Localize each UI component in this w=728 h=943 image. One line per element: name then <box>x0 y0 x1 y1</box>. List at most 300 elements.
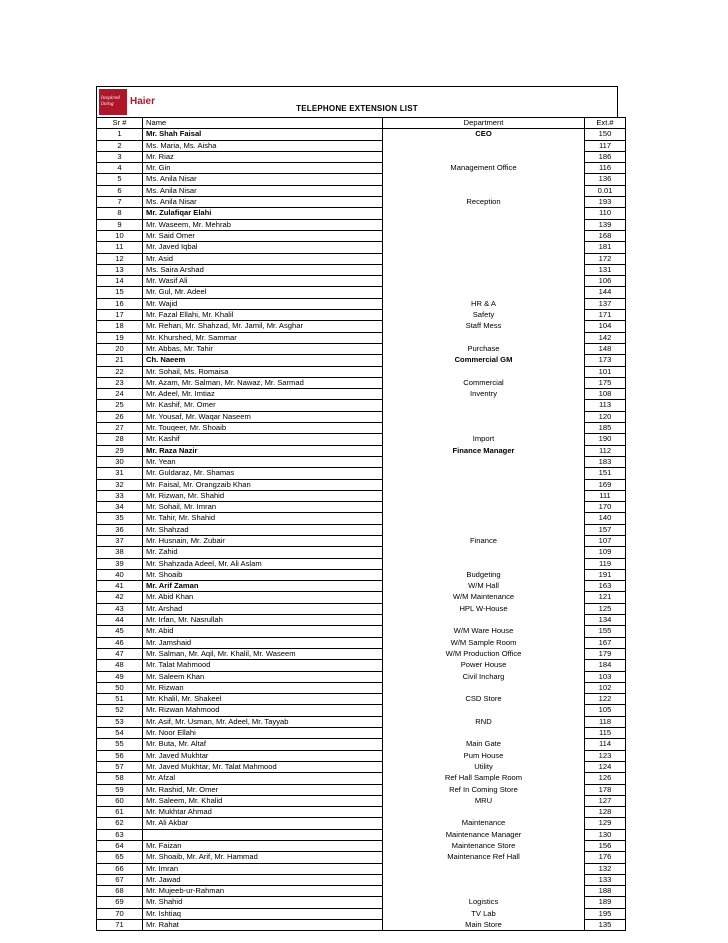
table-row <box>97 219 626 230</box>
cell-department: TV Lab <box>383 908 585 919</box>
cell-ext: 172 <box>585 253 626 264</box>
cell-ext: 129 <box>585 818 626 829</box>
cell-department: HPL W-House <box>383 603 585 614</box>
cell-name: Mr. Jawad <box>143 874 383 885</box>
table-row <box>97 389 626 400</box>
cell-department <box>383 513 585 524</box>
cell-department <box>383 705 585 716</box>
table-row <box>97 841 626 852</box>
col-header-department: Department <box>383 118 585 129</box>
cell-name: Mr. Noor Ellahi <box>143 728 383 739</box>
cell-ext: 103 <box>585 671 626 682</box>
table-row <box>97 366 626 377</box>
cell-ext: 139 <box>585 219 626 230</box>
cell-ext: 191 <box>585 569 626 580</box>
cell-sr: 20 <box>97 343 143 354</box>
cell-sr: 42 <box>97 592 143 603</box>
cell-ext: 105 <box>585 705 626 716</box>
cell-sr: 57 <box>97 761 143 772</box>
cell-sr: 71 <box>97 920 143 931</box>
cell-name: Mr. Shahid <box>143 897 383 908</box>
table-row <box>97 581 626 592</box>
cell-sr: 29 <box>97 445 143 456</box>
cell-name: Mr. Javed Mukhtar, Mr. Talat Mahmood <box>143 761 383 772</box>
cell-ext: 111 <box>585 490 626 501</box>
table-row <box>97 874 626 885</box>
cell-department <box>383 682 585 693</box>
table-row <box>97 332 626 343</box>
cell-sr: 7 <box>97 197 143 208</box>
cell-department: Management Office <box>383 163 585 174</box>
cell-sr: 47 <box>97 648 143 659</box>
cell-name: Mr. Kashif, Mr. Omer <box>143 400 383 411</box>
cell-ext: 156 <box>585 841 626 852</box>
table-row <box>97 400 626 411</box>
table-row <box>97 795 626 806</box>
cell-name: Mr. Adeel, Mr. Imtiaz <box>143 389 383 400</box>
table-row <box>97 456 626 467</box>
cell-ext: 125 <box>585 603 626 614</box>
cell-ext: 127 <box>585 795 626 806</box>
cell-department <box>383 174 585 185</box>
table-row <box>97 863 626 874</box>
cell-name: Mr. Rizwan, Mr. Shahid <box>143 490 383 501</box>
table-row <box>97 524 626 535</box>
cell-name: Ch. Naeem <box>143 355 383 366</box>
table-row <box>97 423 626 434</box>
cell-ext: 186 <box>585 151 626 162</box>
cell-ext: 101 <box>585 366 626 377</box>
cell-department <box>383 863 585 874</box>
cell-ext: 189 <box>585 897 626 908</box>
cell-department: Main Gate <box>383 739 585 750</box>
cell-department <box>383 874 585 885</box>
cell-department <box>383 208 585 219</box>
document-title: TELEPHONE EXTENSION LIST <box>296 104 418 113</box>
cell-name: Mr. Javed Mukhtar <box>143 750 383 761</box>
cell-department: Budgeting <box>383 569 585 580</box>
cell-ext: 121 <box>585 592 626 603</box>
cell-sr: 10 <box>97 230 143 241</box>
cell-department <box>383 411 585 422</box>
cell-ext: 157 <box>585 524 626 535</box>
cell-department: MRU <box>383 795 585 806</box>
cell-ext: 173 <box>585 355 626 366</box>
table-row <box>97 547 626 558</box>
cell-department: Power House <box>383 660 585 671</box>
cell-name: Mr. Guldaraz, Mr. Shamas <box>143 468 383 479</box>
cell-department <box>383 400 585 411</box>
cell-sr: 3 <box>97 151 143 162</box>
cell-department: Maintenance <box>383 818 585 829</box>
cell-sr: 28 <box>97 434 143 445</box>
cell-sr: 16 <box>97 298 143 309</box>
cell-name: Mr. Yean <box>143 456 383 467</box>
cell-ext: 168 <box>585 230 626 241</box>
cell-department: Inventry <box>383 389 585 400</box>
cell-department <box>383 366 585 377</box>
extension-list-sheet <box>96 86 618 931</box>
cell-name <box>143 829 383 840</box>
cell-sr: 38 <box>97 547 143 558</box>
table-row <box>97 626 626 637</box>
cell-name: Mr. Raza Nazir <box>143 445 383 456</box>
cell-name: Mr. Shahzada Adeel, Mr. Ali Aslam <box>143 558 383 569</box>
cell-name: Mr. Arshad <box>143 603 383 614</box>
table-row <box>97 784 626 795</box>
cell-ext: 137 <box>585 298 626 309</box>
cell-department: Ref Hall Sample Room <box>383 773 585 784</box>
table-row <box>97 197 626 208</box>
table-row <box>97 886 626 897</box>
cell-department <box>383 253 585 264</box>
cell-name: Mr. Javed Iqbal <box>143 242 383 253</box>
cell-sr: 18 <box>97 321 143 332</box>
cell-sr: 66 <box>97 863 143 874</box>
table-row <box>97 264 626 275</box>
cell-department <box>383 264 585 275</box>
cell-ext: 126 <box>585 773 626 784</box>
cell-sr: 12 <box>97 253 143 264</box>
cell-sr: 58 <box>97 773 143 784</box>
cell-name: Mr. Tahir, Mr. Shahid <box>143 513 383 524</box>
cell-ext: 108 <box>585 389 626 400</box>
cell-name: Mr. Rashid, Mr. Omer <box>143 784 383 795</box>
extension-table <box>96 117 626 931</box>
cell-name: Mr. Sohail, Mr. Imran <box>143 502 383 513</box>
table-row <box>97 208 626 219</box>
cell-ext: 102 <box>585 682 626 693</box>
cell-sr: 54 <box>97 728 143 739</box>
cell-ext: 110 <box>585 208 626 219</box>
cell-name: Mr. Jamshaid <box>143 637 383 648</box>
cell-name: Mr. Waseem, Mr. Mehrab <box>143 219 383 230</box>
logo-tagline: Inspired living <box>99 89 127 115</box>
cell-department <box>383 547 585 558</box>
table-row <box>97 592 626 603</box>
cell-department <box>383 807 585 818</box>
table-row <box>97 343 626 354</box>
cell-ext: 142 <box>585 332 626 343</box>
table-row <box>97 434 626 445</box>
cell-department: Commercial <box>383 377 585 388</box>
cell-department: Finance Manager <box>383 445 585 456</box>
table-row <box>97 513 626 524</box>
cell-sr: 35 <box>97 513 143 524</box>
cell-ext: 176 <box>585 852 626 863</box>
cell-ext: 135 <box>585 920 626 931</box>
cell-name: Mr. Ishtiaq <box>143 908 383 919</box>
cell-ext: 148 <box>585 343 626 354</box>
cell-name: Ms. Anila Nisar <box>143 185 383 196</box>
cell-ext: 190 <box>585 434 626 445</box>
cell-name: Mr. Kashif <box>143 434 383 445</box>
cell-department: W/M Hall <box>383 581 585 592</box>
cell-ext: 193 <box>585 197 626 208</box>
cell-name: Mr. Talat Mahmood <box>143 660 383 671</box>
cell-sr: 8 <box>97 208 143 219</box>
table-row <box>97 230 626 241</box>
cell-ext: 114 <box>585 739 626 750</box>
table-row <box>97 682 626 693</box>
cell-department <box>383 490 585 501</box>
cell-ext: 185 <box>585 423 626 434</box>
table-row <box>97 253 626 264</box>
cell-ext: 155 <box>585 626 626 637</box>
cell-sr: 30 <box>97 456 143 467</box>
cell-name: Mr. Gin <box>143 163 383 174</box>
cell-department <box>383 276 585 287</box>
cell-name: Mr. Rehan, Mr. Shahzad, Mr. Jamil, Mr. Asghar <box>143 321 383 332</box>
cell-sr: 49 <box>97 671 143 682</box>
table-row <box>97 603 626 614</box>
cell-department <box>383 242 585 253</box>
cell-name: Mr. Shoaib, Mr. Arif, Mr. Hammad <box>143 852 383 863</box>
cell-name: Ms. Anila Nisar <box>143 197 383 208</box>
cell-ext: 128 <box>585 807 626 818</box>
cell-department <box>383 151 585 162</box>
cell-sr: 4 <box>97 163 143 174</box>
table-row <box>97 479 626 490</box>
cell-ext: 112 <box>585 445 626 456</box>
cell-ext: 151 <box>585 468 626 479</box>
cell-department <box>383 728 585 739</box>
cell-sr: 68 <box>97 886 143 897</box>
cell-department: CEO <box>383 129 585 140</box>
table-row <box>97 773 626 784</box>
cell-department <box>383 287 585 298</box>
cell-name: Mr. Riaz <box>143 151 383 162</box>
cell-sr: 39 <box>97 558 143 569</box>
cell-ext: 178 <box>585 784 626 795</box>
cell-name: Mr. Faizan <box>143 841 383 852</box>
cell-name: Mr. Shoaib <box>143 569 383 580</box>
cell-department: W/M Ware House <box>383 626 585 637</box>
cell-ext: 195 <box>585 908 626 919</box>
cell-name: Mr. Shahzad <box>143 524 383 535</box>
cell-sr: 59 <box>97 784 143 795</box>
table-row <box>97 411 626 422</box>
cell-sr: 27 <box>97 423 143 434</box>
cell-sr: 43 <box>97 603 143 614</box>
table-row <box>97 151 626 162</box>
cell-sr: 63 <box>97 829 143 840</box>
cell-ext: 0.01 <box>585 185 626 196</box>
cell-sr: 40 <box>97 569 143 580</box>
cell-department: CSD Store <box>383 694 585 705</box>
table-row <box>97 174 626 185</box>
table-row <box>97 287 626 298</box>
cell-department <box>383 886 585 897</box>
cell-name: Mr. Wajid <box>143 298 383 309</box>
cell-ext: 171 <box>585 310 626 321</box>
cell-sr: 14 <box>97 276 143 287</box>
cell-name: Mr. Khurshed, Mr. Sammar <box>143 332 383 343</box>
cell-sr: 67 <box>97 874 143 885</box>
cell-department <box>383 615 585 626</box>
table-row <box>97 276 626 287</box>
cell-department <box>383 423 585 434</box>
table-row <box>97 502 626 513</box>
table-row <box>97 321 626 332</box>
table-row <box>97 761 626 772</box>
cell-ext: 140 <box>585 513 626 524</box>
table-row <box>97 242 626 253</box>
cell-department <box>383 219 585 230</box>
table-row <box>97 468 626 479</box>
cell-name: Mr. Said Omer <box>143 230 383 241</box>
cell-ext: 115 <box>585 728 626 739</box>
cell-name: Mr. Shah Faisal <box>143 129 383 140</box>
table-row <box>97 694 626 705</box>
cell-name: Mr. Abid Khan <box>143 592 383 603</box>
cell-sr: 22 <box>97 366 143 377</box>
cell-ext: 117 <box>585 140 626 151</box>
cell-name: Mr. Saleem, Mr. Khalid <box>143 795 383 806</box>
table-row <box>97 558 626 569</box>
cell-sr: 44 <box>97 615 143 626</box>
table-row <box>97 897 626 908</box>
cell-department: Maintenance Store <box>383 841 585 852</box>
cell-department: Reception <box>383 197 585 208</box>
table-row <box>97 535 626 546</box>
cell-sr: 53 <box>97 716 143 727</box>
cell-name: Mr. Wasif Ali <box>143 276 383 287</box>
table-row <box>97 648 626 659</box>
cell-name: Mr. Salman, Mr. Aqil, Mr. Khalil, Mr. Waseem <box>143 648 383 659</box>
table-row <box>97 637 626 648</box>
table-row <box>97 807 626 818</box>
cell-department: W/M Maintenance <box>383 592 585 603</box>
cell-sr: 70 <box>97 908 143 919</box>
cell-name: Mr. Ali Akbar <box>143 818 383 829</box>
table-row <box>97 705 626 716</box>
cell-name: Mr. Afzal <box>143 773 383 784</box>
table-row <box>97 671 626 682</box>
col-header-name: Name <box>143 118 383 129</box>
cell-name: Mr. Fazal Ellahi, Mr. Khalil <box>143 310 383 321</box>
cell-sr: 13 <box>97 264 143 275</box>
table-row <box>97 852 626 863</box>
cell-name: Mr. Abid <box>143 626 383 637</box>
table-row <box>97 615 626 626</box>
cell-sr: 32 <box>97 479 143 490</box>
cell-sr: 11 <box>97 242 143 253</box>
cell-name: Ms. Anila Nisar <box>143 174 383 185</box>
table-row <box>97 920 626 931</box>
cell-sr: 17 <box>97 310 143 321</box>
cell-sr: 6 <box>97 185 143 196</box>
table-row <box>97 569 626 580</box>
cell-ext: 113 <box>585 400 626 411</box>
cell-sr: 1 <box>97 129 143 140</box>
cell-ext: 136 <box>585 174 626 185</box>
cell-department: Commercial GM <box>383 355 585 366</box>
sheet-header <box>96 86 618 117</box>
cell-sr: 65 <box>97 852 143 863</box>
cell-name: Mr. Sohail, Ms. Romaisa <box>143 366 383 377</box>
cell-ext: 107 <box>585 535 626 546</box>
logo-brand: Haier <box>129 96 155 107</box>
cell-name: Mr. Touqeer, Mr. Shoaib <box>143 423 383 434</box>
cell-name: Mr. Zulafiqar Elahi <box>143 208 383 219</box>
cell-ext: 133 <box>585 874 626 885</box>
cell-sr: 61 <box>97 807 143 818</box>
cell-name: Mr. Saleem Khan <box>143 671 383 682</box>
cell-ext: 163 <box>585 581 626 592</box>
cell-sr: 24 <box>97 389 143 400</box>
cell-ext: 188 <box>585 886 626 897</box>
col-header-ext: Ext.# <box>585 118 626 129</box>
cell-name: Mr. Asif, Mr. Usman, Mr. Adeel, Mr. Tayyab <box>143 716 383 727</box>
table-row <box>97 163 626 174</box>
cell-sr: 51 <box>97 694 143 705</box>
cell-ext: 181 <box>585 242 626 253</box>
cell-department <box>383 140 585 151</box>
cell-department: Staff Mess <box>383 321 585 332</box>
cell-department: Safety <box>383 310 585 321</box>
cell-department: RND <box>383 716 585 727</box>
cell-sr: 21 <box>97 355 143 366</box>
table-row <box>97 355 626 366</box>
cell-ext: 131 <box>585 264 626 275</box>
cell-sr: 69 <box>97 897 143 908</box>
cell-name: Mr. Rahat <box>143 920 383 931</box>
cell-sr: 19 <box>97 332 143 343</box>
cell-department: Logistics <box>383 897 585 908</box>
cell-ext: 179 <box>585 648 626 659</box>
cell-department <box>383 185 585 196</box>
cell-ext: 124 <box>585 761 626 772</box>
cell-ext: 104 <box>585 321 626 332</box>
cell-ext: 169 <box>585 479 626 490</box>
table-row <box>97 750 626 761</box>
cell-name: Mr. Asid <box>143 253 383 264</box>
cell-department: HR & A <box>383 298 585 309</box>
cell-name: Mr. Rizwan Mahmood <box>143 705 383 716</box>
cell-ext: 130 <box>585 829 626 840</box>
cell-department <box>383 230 585 241</box>
table-row <box>97 908 626 919</box>
cell-sr: 33 <box>97 490 143 501</box>
cell-sr: 5 <box>97 174 143 185</box>
cell-ext: 119 <box>585 558 626 569</box>
cell-department: W/M Production Office <box>383 648 585 659</box>
cell-department: Finance <box>383 535 585 546</box>
table-row <box>97 728 626 739</box>
table-row <box>97 377 626 388</box>
cell-name: Mr. Imran <box>143 863 383 874</box>
table-row <box>97 445 626 456</box>
cell-department <box>383 502 585 513</box>
cell-sr: 48 <box>97 660 143 671</box>
cell-name: Mr. Khalil, Mr. Shakeel <box>143 694 383 705</box>
cell-sr: 2 <box>97 140 143 151</box>
cell-ext: 167 <box>585 637 626 648</box>
cell-department: Main Store <box>383 920 585 931</box>
cell-ext: 120 <box>585 411 626 422</box>
cell-sr: 60 <box>97 795 143 806</box>
cell-department <box>383 558 585 569</box>
cell-name: Mr. Faisal, Mr. Orangzaib Khan <box>143 479 383 490</box>
cell-department: Maintenance Ref Hall <box>383 852 585 863</box>
cell-department: Ref In Coming Store <box>383 784 585 795</box>
cell-sr: 45 <box>97 626 143 637</box>
cell-name: Mr. Irfan, Mr. Nasrullah <box>143 615 383 626</box>
cell-sr: 62 <box>97 818 143 829</box>
cell-ext: 150 <box>585 129 626 140</box>
cell-ext: 109 <box>585 547 626 558</box>
